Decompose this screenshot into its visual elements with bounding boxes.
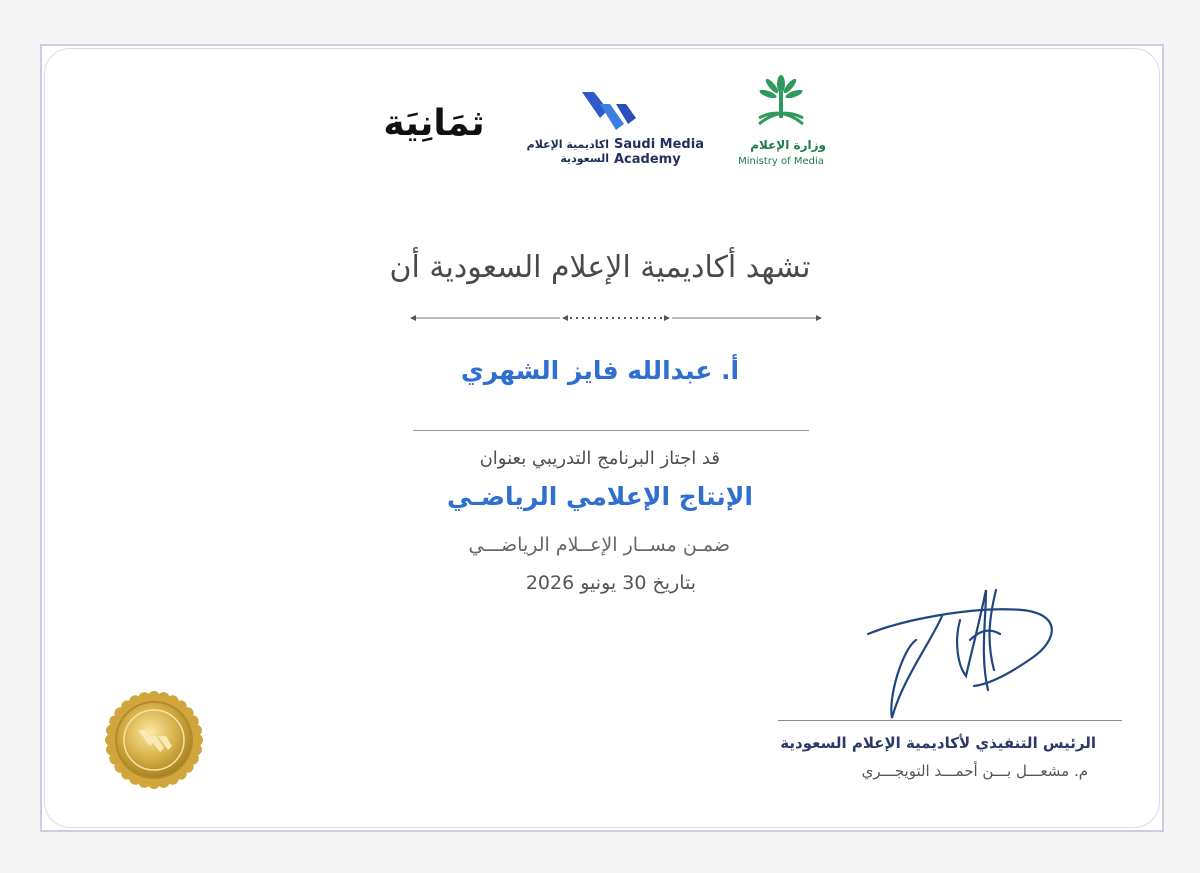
recipient-name: أ. عبدالله فايز الشهري bbox=[460, 356, 740, 385]
academy-logo-arabic bbox=[517, 138, 609, 166]
academy-logo-english bbox=[614, 137, 714, 167]
signature-line bbox=[778, 720, 1122, 721]
academy-en-line2: Academy bbox=[614, 152, 681, 167]
palm-swords-emblem-icon bbox=[753, 72, 809, 134]
ministry-logo-arabic: وزارة الإعلام bbox=[750, 138, 826, 152]
gold-seal-icon bbox=[104, 690, 204, 790]
name-underline bbox=[413, 430, 809, 431]
signer-title: الرئيس التنفيذي لأكاديمية الإعلام السعودية bbox=[780, 734, 1096, 752]
academy-mark-icon bbox=[578, 90, 638, 134]
pass-statement: قد اجتاز البرنامج التدريبي بعنوان bbox=[479, 448, 720, 469]
handwritten-signature bbox=[862, 580, 1062, 722]
certificate-date: بتاريخ 30 يونيو 2026 bbox=[525, 572, 696, 594]
track-label: ضمـن مســار الإعــلام الرياضـــي bbox=[468, 534, 730, 556]
thamaniah-logo: ثمَانِيَة bbox=[383, 103, 485, 144]
program-title: الإنتاج الإعلامي الرياضـي bbox=[447, 482, 753, 511]
ornamental-divider bbox=[410, 311, 822, 325]
academy-en-line1: Saudi Media bbox=[614, 137, 704, 152]
ministry-logo-english: Ministry of Media bbox=[738, 156, 824, 167]
academy-ar-line1: اكاديمية الإعلام bbox=[526, 138, 609, 151]
academy-ar-line2: السعودية bbox=[560, 152, 609, 165]
signer-name: م. مشعـــل بـــن أحمـــد التويجـــري bbox=[861, 762, 1088, 780]
certificate-heading: تشهد أكاديمية الإعلام السعودية أن bbox=[389, 250, 811, 285]
